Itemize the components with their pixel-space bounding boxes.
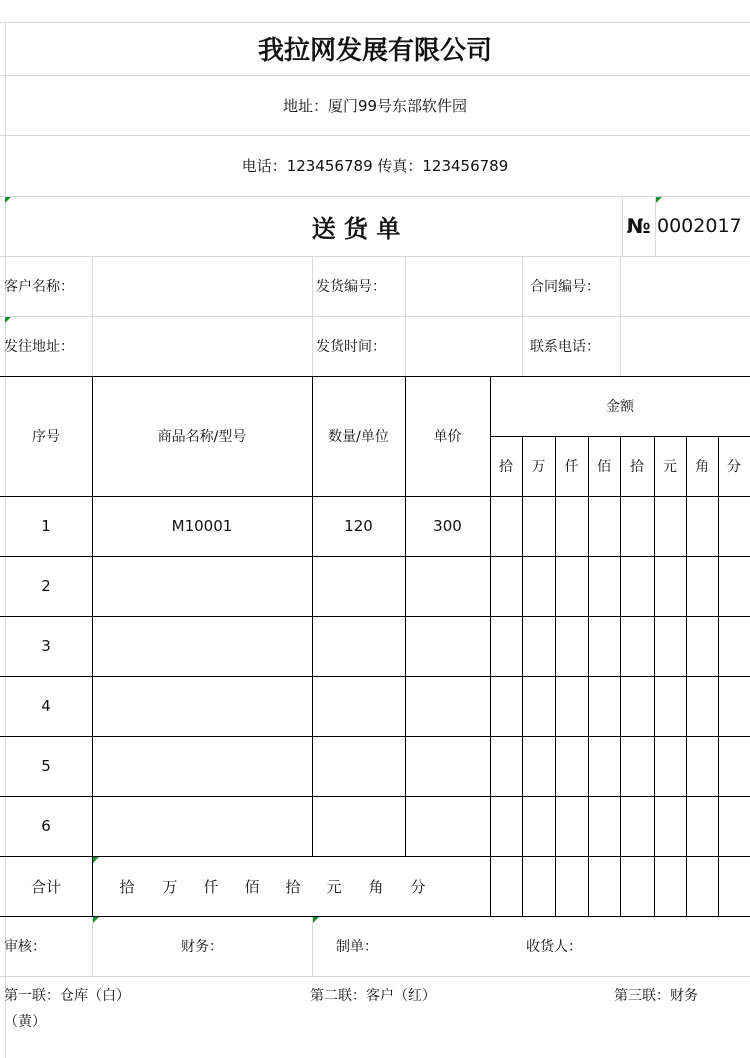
copy-third: 第三联：财务 xyxy=(614,988,698,1004)
receiver-label: 收货人： xyxy=(526,939,582,955)
copy-second: 第二联：客户（红） xyxy=(310,988,436,1004)
row-qty[interactable] xyxy=(312,736,405,796)
form-number: 0002017 xyxy=(657,215,742,237)
total-digit-label: 拾 xyxy=(119,877,135,896)
form-title: 送 货 单 xyxy=(311,214,401,243)
row-product[interactable] xyxy=(92,676,312,736)
finance-label: 财务： xyxy=(181,939,223,955)
ship-number-label: 发货编号： xyxy=(316,279,386,295)
copy-first: 第一联：仓库（白） xyxy=(4,988,130,1004)
company-name: 我拉网发展有限公司 xyxy=(257,36,492,66)
row-product[interactable] xyxy=(92,556,312,616)
row-qty[interactable] xyxy=(312,796,405,856)
total-digit-label: 拾 xyxy=(285,877,301,896)
digit-header: 拾 xyxy=(630,459,644,475)
copy-fourth: （黄） xyxy=(4,1014,46,1030)
row-qty[interactable] xyxy=(312,616,405,676)
row-seq: 4 xyxy=(41,697,51,715)
row-seq: 2 xyxy=(41,577,51,595)
digit-header: 分 xyxy=(727,459,741,475)
row-qty[interactable]: 120 xyxy=(344,517,373,535)
total-digit-label: 分 xyxy=(410,877,426,896)
digit-header: 万 xyxy=(531,459,546,475)
total-digit-label: 仟 xyxy=(203,877,219,896)
digit-header: 角 xyxy=(695,459,709,475)
digit-header: 拾 xyxy=(499,459,513,475)
number-prefix: № xyxy=(626,214,651,238)
row-product[interactable] xyxy=(92,616,312,676)
row-price[interactable]: 300 xyxy=(433,517,462,535)
digit-header: 佰 xyxy=(597,459,611,475)
row-product[interactable] xyxy=(92,736,312,796)
maker-label: 制单： xyxy=(336,939,378,955)
row-seq: 1 xyxy=(41,517,51,535)
ship-address-label: 发往地址： xyxy=(4,339,74,355)
row-seq: 6 xyxy=(41,817,51,835)
header-seq: 序号 xyxy=(32,429,60,445)
row-price[interactable] xyxy=(405,616,490,676)
row-price[interactable] xyxy=(405,796,490,856)
contract-number-label: 合同编号： xyxy=(530,279,600,295)
header-unit-price: 单价 xyxy=(433,429,462,445)
row-qty[interactable] xyxy=(312,676,405,736)
company-address: 地址：厦门99号东部软件园 xyxy=(282,96,468,115)
total-digit-label: 角 xyxy=(368,877,384,896)
header-qty-unit: 数量/单位 xyxy=(328,429,389,445)
row-price[interactable] xyxy=(405,556,490,616)
row-qty[interactable] xyxy=(312,556,405,616)
contact-phone-label: 联系电话： xyxy=(530,339,600,355)
company-phone-fax: 电话：123456789 传真：123456789 xyxy=(241,157,509,175)
header-product: 商品名称/型号 xyxy=(157,429,247,445)
row-product[interactable]: M10001 xyxy=(171,517,233,535)
customer-name-label: 客户名称： xyxy=(4,279,74,295)
review-label: 审核： xyxy=(4,939,46,955)
total-digit-label: 佰 xyxy=(244,877,260,896)
row-product[interactable] xyxy=(92,796,312,856)
total-digit-label: 元 xyxy=(326,877,342,896)
header-amount: 金额 xyxy=(606,399,634,415)
row-seq: 3 xyxy=(41,637,51,655)
row-seq: 5 xyxy=(41,757,51,775)
total-label: 合计 xyxy=(30,877,61,896)
digit-header: 仟 xyxy=(564,459,579,475)
ship-time-label: 发货时间： xyxy=(316,339,386,355)
row-price[interactable] xyxy=(405,736,490,796)
total-digit-label: 万 xyxy=(162,877,178,896)
digit-header: 元 xyxy=(663,459,677,475)
row-price[interactable] xyxy=(405,676,490,736)
